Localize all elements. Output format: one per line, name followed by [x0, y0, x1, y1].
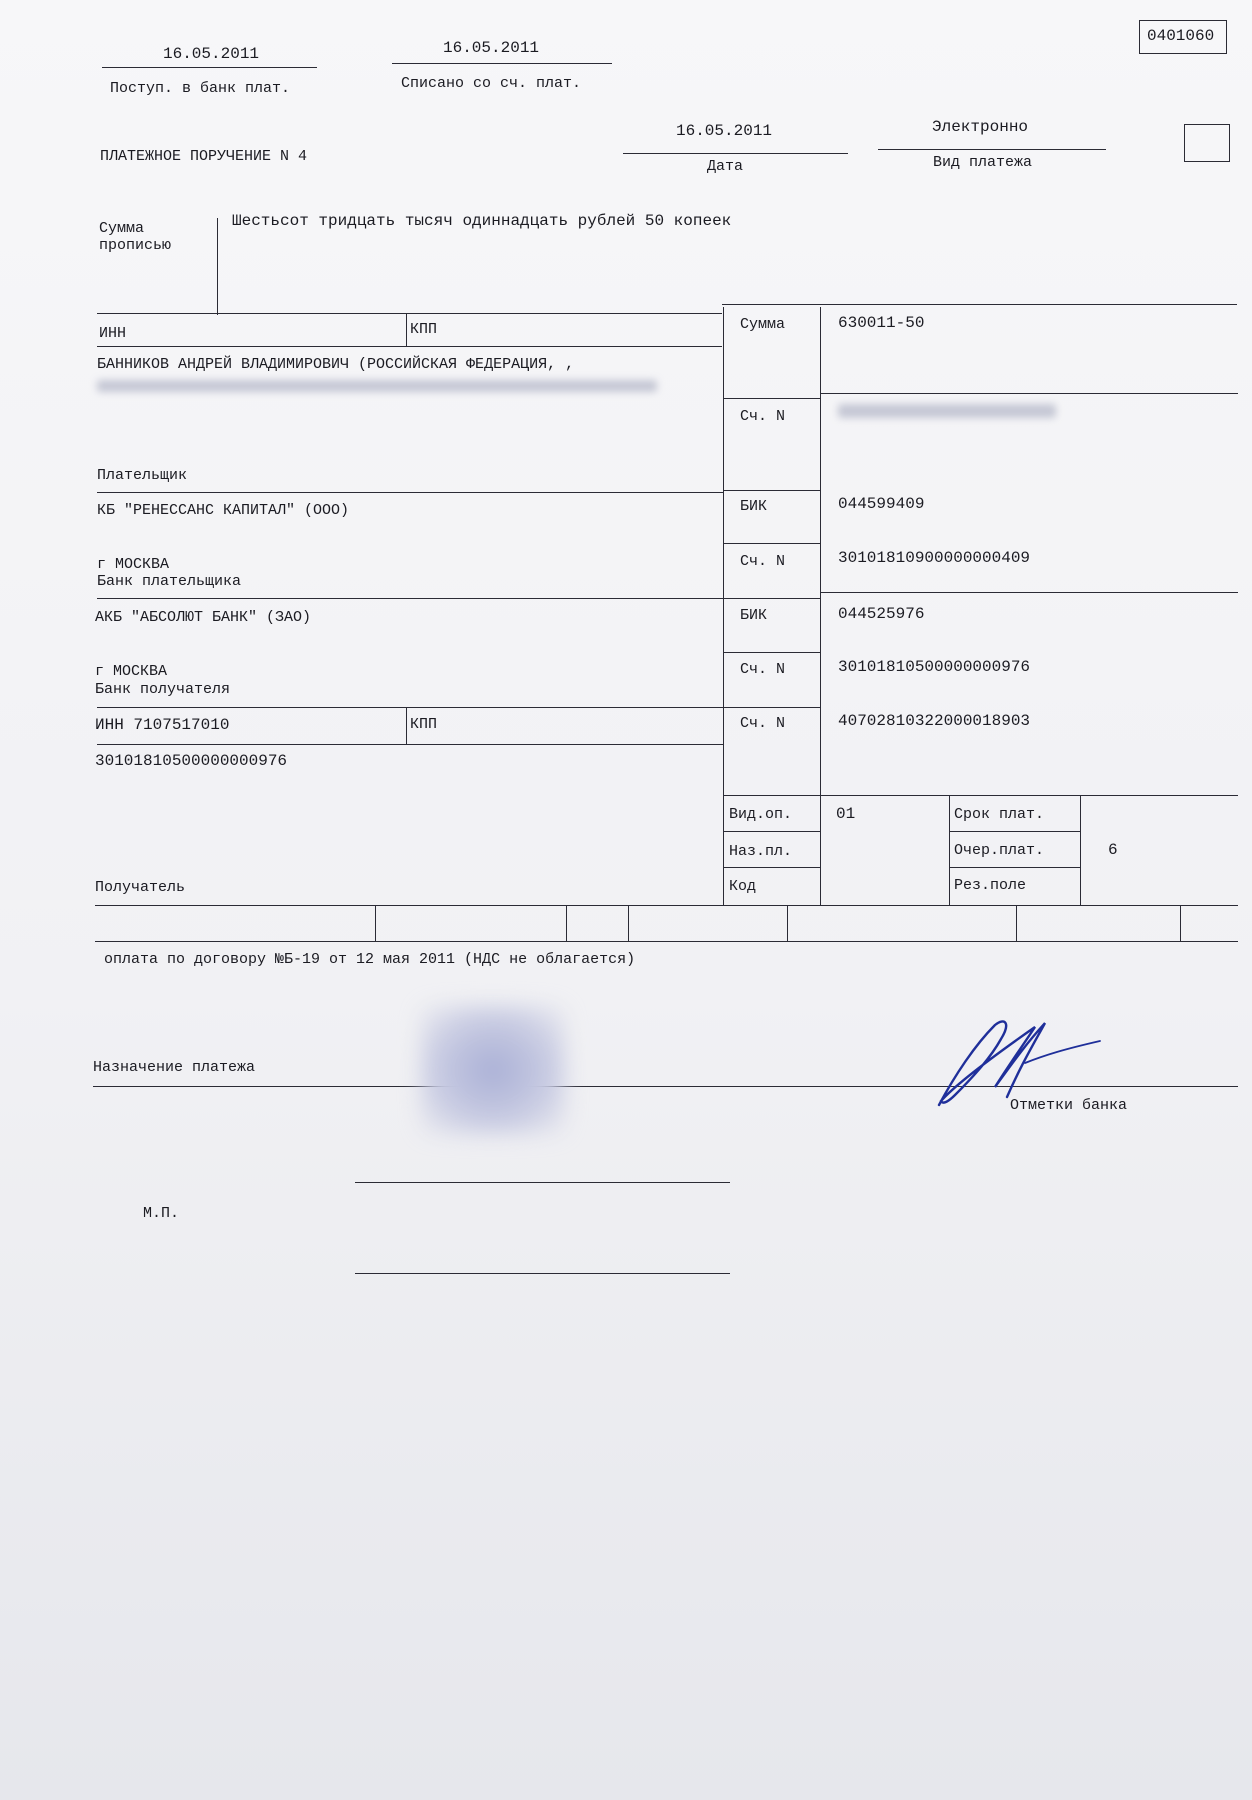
grid-col-label-right — [820, 307, 821, 905]
payer-account-redacted — [838, 404, 1056, 418]
priority-label: Очер.плат. — [954, 842, 1045, 859]
payer-bank-city: г МОСКВА — [97, 556, 170, 573]
grid-codes-row2 — [723, 867, 820, 868]
grid-bik1-top — [723, 490, 820, 491]
payment-type-line — [878, 149, 1106, 150]
payer-label: Плательщик — [97, 467, 188, 484]
document-title: ПЛАТЕЖНОЕ ПОРУЧЕНИЕ N 4 — [100, 148, 308, 165]
grid-payer-bank-bottom — [97, 598, 723, 599]
grid-payee-inn-line — [97, 744, 723, 745]
payer-bank-bik-label: БИК — [740, 498, 768, 515]
due-label: Срок плат. — [954, 806, 1045, 823]
payer-account-label: Сч. N — [740, 408, 786, 425]
grid-payer-bottom — [97, 492, 723, 493]
op-type-label: Вид.оп. — [729, 806, 793, 823]
grid-bik1-bottom — [723, 543, 820, 544]
grid-payee-bank-bottom — [97, 707, 723, 708]
bank-marks-label: Отметки банка — [1010, 1097, 1128, 1114]
form-code: 0401060 — [1147, 27, 1215, 45]
grid-bottom-col-5 — [1016, 905, 1017, 941]
grid-codes-col-mid — [949, 795, 950, 905]
payer-inn-label: ИНН — [99, 325, 127, 342]
amount-label: Сумма — [740, 316, 786, 333]
document-date-label: Дата — [707, 158, 744, 175]
grid-bottom-col-4 — [787, 905, 788, 941]
payer-kpp-label: КПП — [410, 321, 438, 338]
grid-bottom-line — [95, 905, 1238, 906]
document-date: 16.05.2011 — [676, 122, 773, 140]
grid-inn-kpp-line — [97, 346, 722, 347]
payee-account-label: Сч. N — [740, 715, 786, 732]
grid-codes-row1 — [723, 831, 820, 832]
debited-date-line — [392, 63, 612, 64]
received-date-line — [102, 67, 317, 68]
grid-bottom-line-2 — [95, 941, 1238, 942]
grid-account-label-top — [723, 398, 820, 399]
payee-label: Получатель — [95, 879, 186, 896]
grid-line-top-right — [722, 304, 1237, 305]
payer-bank-label: Банк плательщика — [97, 573, 242, 590]
signature-line-1 — [355, 1182, 730, 1183]
grid-payer-bank-bottom-right — [723, 598, 820, 599]
stamp-place-label: М.П. — [143, 1205, 180, 1222]
purpose-label: Назначение платежа — [93, 1059, 256, 1076]
payer-bank-name: КБ "РЕНЕССАНС КАПИТАЛ" (ООО) — [97, 502, 350, 519]
grid-bottom-col-2 — [566, 905, 567, 941]
grid-amount-bottom — [820, 393, 1238, 394]
grid-payer-bank-account-bottom — [820, 592, 1238, 593]
grid-col-label-left — [723, 307, 724, 905]
amount-words-label-line1: Сумма — [99, 220, 145, 237]
debited-label: Списано со сч. плат. — [401, 75, 582, 92]
grid-payee-inn-kpp-divider — [406, 707, 407, 744]
payee-name: 30101810500000000976 — [95, 752, 288, 770]
grid-bottom-col-1 — [375, 905, 376, 941]
status-box — [1184, 124, 1230, 162]
payer-bank-bik: 044599409 — [838, 495, 925, 513]
grid-line-top — [97, 313, 722, 314]
payee-bank-account-label: Сч. N — [740, 661, 786, 678]
grid-codes-top — [723, 795, 1238, 796]
priority-value: 6 — [1108, 841, 1118, 859]
payee-bank-account: 30101810500000000976 — [838, 658, 1031, 676]
grid-payee-bank-bottom-right — [723, 707, 820, 708]
payee-inn: ИНН 7107517010 — [95, 716, 230, 734]
payee-account: 40702810322000018903 — [838, 712, 1031, 730]
document-date-line — [623, 153, 848, 154]
received-label: Поступ. в банк плат. — [110, 80, 291, 97]
debited-date: 16.05.2011 — [443, 39, 540, 57]
payment-type-value: Электронно — [932, 118, 1029, 136]
purpose-text: оплата по договору №Б-19 от 12 мая 2011 (НДС не облагается) — [104, 951, 636, 968]
grid-bottom-col-6 — [1180, 905, 1181, 941]
amount-words-value: Шестьсот тридцать тысяч одиннадцать рублей 50 копеек — [232, 212, 732, 230]
amount-words-label-line2: прописью — [99, 237, 172, 254]
payee-bank-bik: 044525976 — [838, 605, 925, 623]
payee-bank-name: АКБ "АБСОЛЮТ БАНК" (ЗАО) — [95, 609, 312, 626]
grid-bottom-col-3 — [628, 905, 629, 941]
payee-bank-label: Банк получателя — [95, 681, 231, 698]
purpose-code-label: Наз.пл. — [729, 843, 793, 860]
reserve-label: Рез.поле — [954, 877, 1027, 894]
amount-value: 630011-50 — [838, 314, 925, 332]
grid-codes-row2-right — [949, 867, 1080, 868]
op-type-value: 01 — [836, 805, 856, 823]
received-date: 16.05.2011 — [163, 45, 260, 63]
code-label: Код — [729, 878, 757, 895]
payer-name: БАННИКОВ АНДРЕЙ ВЛАДИМИРОВИЧ (РОССИЙСКАЯ ФЕДЕРАЦИЯ, , — [97, 356, 575, 373]
payee-bank-city: г МОСКВА — [95, 663, 168, 680]
grid-bik2-bottom — [723, 652, 820, 653]
signature-line-2 — [355, 1273, 730, 1274]
payer-address-redacted — [97, 380, 657, 392]
amount-words-divider — [217, 218, 218, 315]
payment-type-label: Вид платежа — [933, 154, 1033, 171]
grid-codes-row1-right — [949, 831, 1080, 832]
payer-bank-account-label: Сч. N — [740, 553, 786, 570]
payer-bank-account: 30101810900000000409 — [838, 549, 1031, 567]
payee-kpp-label: КПП — [410, 716, 438, 733]
payee-bank-bik-label: БИК — [740, 607, 768, 624]
bank-stamp-blurred — [420, 1005, 566, 1135]
grid-inn-kpp-divider — [406, 313, 407, 346]
grid-codes-col-right — [1080, 795, 1081, 905]
